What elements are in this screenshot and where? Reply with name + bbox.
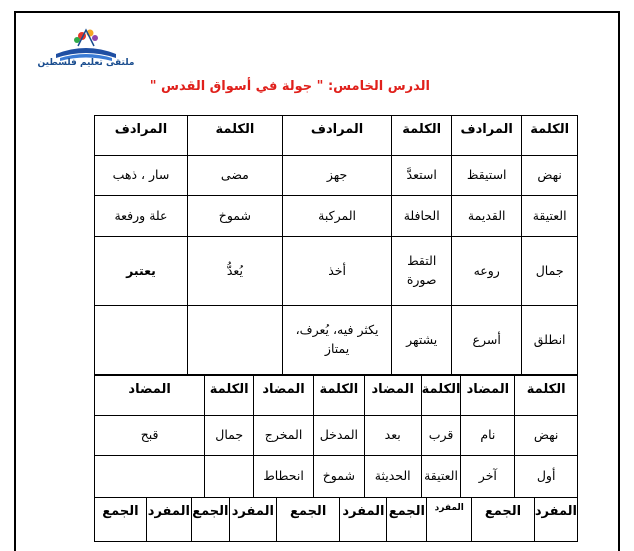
- page-border-top: [14, 11, 620, 13]
- table-row: [95, 196, 578, 237]
- table-cell: العتيقة: [421, 456, 461, 498]
- header-antonym: المضاد: [95, 376, 205, 416]
- table-cell: المركبة: [282, 196, 391, 237]
- header-singular: المفرد: [340, 498, 387, 542]
- table-cell: جهز: [282, 156, 391, 196]
- table-row: [95, 156, 578, 196]
- table-cell: الحافلة: [392, 196, 452, 237]
- header-synonym: المرادف: [95, 116, 188, 156]
- header-word: الكلمة: [205, 376, 254, 416]
- table-cell: المدخل: [313, 416, 364, 456]
- table-cell: استعدَّ: [392, 156, 452, 196]
- header-plural: الجمع: [387, 498, 427, 542]
- header-word: الكلمة: [421, 376, 461, 416]
- header-word: الكلمة: [522, 116, 578, 156]
- table-cell: أول: [515, 456, 578, 498]
- table-cell: العتيقة: [522, 196, 578, 237]
- table-cell: قبح: [95, 416, 205, 456]
- table-cell: نهض: [515, 416, 578, 456]
- table-cell: شموخ: [313, 456, 364, 498]
- header-antonym: المضاد: [364, 376, 421, 416]
- synonyms-header-row: [95, 116, 578, 156]
- header-antonym: المضاد: [254, 376, 314, 416]
- header-plural: الجمع: [276, 498, 340, 542]
- table-cell: شموخ: [187, 196, 282, 237]
- table-cell: روعه: [452, 237, 522, 306]
- table-row: [95, 456, 578, 498]
- table-cell: نهض: [522, 156, 578, 196]
- page-border-left: [14, 11, 16, 551]
- table-cell: نام: [461, 416, 515, 456]
- header-antonym: المضاد: [461, 376, 515, 416]
- table-cell: التقط صورة: [392, 237, 452, 306]
- table-cell: [205, 456, 254, 498]
- header-singular: المفرد: [229, 498, 276, 542]
- table-cell: انطلق: [522, 306, 578, 375]
- table-cell: سار ، ذهب: [95, 156, 188, 196]
- table-cell: يشتهر: [392, 306, 452, 375]
- synonyms-table: [94, 115, 578, 375]
- table-cell: يُعدُّ: [187, 237, 282, 306]
- header-synonym: المرادف: [282, 116, 391, 156]
- table-cell: استيقظ: [452, 156, 522, 196]
- table-cell: قرب: [421, 416, 461, 456]
- page-border-right: [618, 11, 620, 551]
- table-cell: علة ورفعة: [95, 196, 188, 237]
- plurals-table: [94, 497, 578, 542]
- table-cell: [95, 306, 188, 375]
- header-singular: المفرد: [427, 498, 472, 542]
- antonyms-header-row: [95, 376, 578, 416]
- table-cell: [187, 306, 282, 375]
- table-cell: جمال: [205, 416, 254, 456]
- table-cell: الحديثة: [364, 456, 421, 498]
- table-cell: [95, 456, 205, 498]
- table-cell: مضى: [187, 156, 282, 196]
- table-cell: بعد: [364, 416, 421, 456]
- header-plural: الجمع: [472, 498, 535, 542]
- lesson-title: الدرس الخامس: " جولة في أسواق القدس ": [149, 79, 430, 94]
- header-singular: المفرد: [146, 498, 191, 542]
- header-word: الكلمة: [515, 376, 578, 416]
- header-word: الكلمة: [313, 376, 364, 416]
- table-cell: جمال: [522, 237, 578, 306]
- table-row: [95, 237, 578, 306]
- header-singular: المفرد: [534, 498, 577, 542]
- table-cell: آخر: [461, 456, 515, 498]
- table-cell: المخرج: [254, 416, 314, 456]
- header-plural: الجمع: [95, 498, 147, 542]
- header-plural: الجمع: [191, 498, 229, 542]
- logo-text: ملتقى تعليم فلسطين: [37, 58, 135, 68]
- plurals-header-row: [95, 498, 578, 542]
- header-synonym: المرادف: [452, 116, 522, 156]
- table-cell: يكثر فيه، يُعرف، يمتاز: [282, 306, 391, 375]
- table-row: [95, 416, 578, 456]
- table-cell: انحطاط: [254, 456, 314, 498]
- antonyms-table: [94, 375, 578, 498]
- header-word: الكلمة: [187, 116, 282, 156]
- header-word: الكلمة: [392, 116, 452, 156]
- table-cell: القديمة: [452, 196, 522, 237]
- table-cell: يعتبر: [95, 237, 188, 306]
- table-cell: أخذ: [282, 237, 391, 306]
- table-row: [95, 306, 578, 375]
- table-cell: أسرع: [452, 306, 522, 375]
